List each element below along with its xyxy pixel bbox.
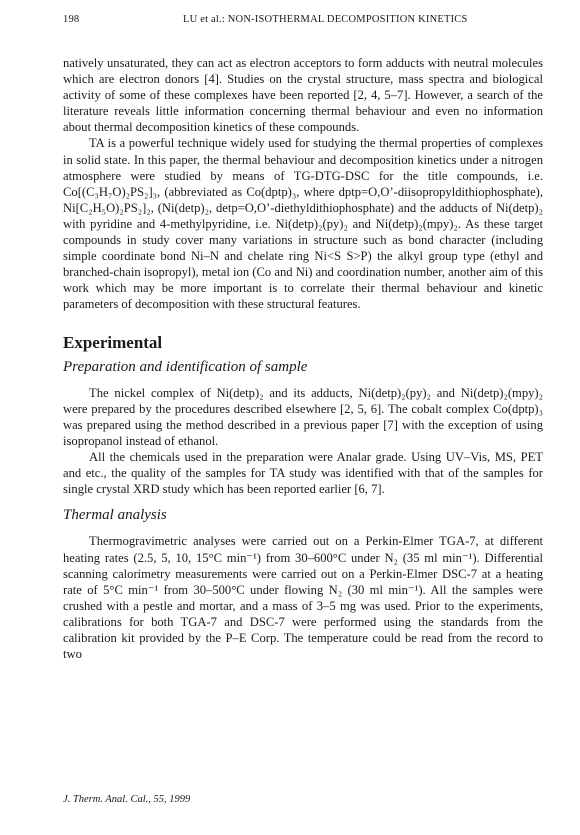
running-title: LU et al.: NON-ISOTHERMAL DECOMPOSITION KINETICS (183, 14, 468, 25)
paragraph-continuation: natively unsaturated, they can act as electron acceptors to form adducts with neutral molecules which are electron donors [4]. Studies on the crystal structure, mass spectra and biological activity of some of these complexes have been reported [2, 4, 5–7]. However, a search of the literature reveals little information concerning thermal behaviour and even no information about thermal decomposition kinetics of these compounds. (63, 56, 543, 135)
paragraph-chemicals: All the chemicals used in the preparation were Analar grade. Using UV–Vis, MS, PET and etc., the quality of the samples for TA study was identified with that of the samples for single crystal XRD study which has been reported earlier [6, 7]. (63, 450, 543, 497)
paragraph-preparation: The nickel complex of Ni(detp)₂ and its adducts, Ni(detp)₂(py)₂ and Ni(detp)₂(mpy)₂ were prepared by the procedures described elsewhere [2, 5, 6]. The cobalt complex Co(dptp)₃ was prepared using the method described in a previous paper [7] with the exception of using isopropanol instead of ethanol. (63, 385, 543, 448)
subsection-heading-thermal-analysis: Thermal analysis (63, 507, 167, 524)
subsection-heading-preparation: Preparation and identification of sample (63, 358, 308, 375)
section-heading-experimental: Experimental (63, 332, 163, 352)
page-number: 198 (63, 14, 80, 25)
paragraph-ta-intro: TA is a powerful technique widely used for studying the thermal properties of complexes in solid state. In this paper, the thermal behaviour and decomposition kinetics under a nitrogen atmosphere were studied by means of TG-DTG-DSC for the title compounds, i.e. Co[(C₃H₇O)₂PS₂]₃, (abbreviated as Co(dptp)₃, where dptp=O,O’-diisopropyldithiophosphate), Ni[C₂H₅O)₂PS₂]₂, (Ni(detp)₂, detp=O,O’-diethyldithiophosphate) and the adducts of Ni(detp)₂ with pyridine and 4-methylpyridine, i.e. Ni(detp)₂(py)₂ and Ni(detp)₂(mpy)₂. As these target compounds in study cover many variations in structure such as bond character (including simple coordinate bond Ni–N and chelate ring Ni<S S>P) the alkyl group type (ethyl and branched-chain isopropyl), metal ion (Co and Ni) and coordination number, another aim of this work which may be more important is to correlate their thermal behaviour and kinetic parameters of decomposition with these structural features. (63, 136, 543, 312)
article-body (63, 55, 543, 662)
journal-footer: J. Therm. Anal. Cal., 55, 1999 (63, 794, 191, 805)
paragraph-thermal-analysis: Thermogravimetric analyses were carried out on a Perkin-Elmer TGA-7, at different heating rates (2.5, 5, 10, 15°C min⁻¹) from 30–600°C under N₂ (35 ml min⁻¹). Differential scanning calorimetry measurements were carried out on a Perkin-Elmer DSC-7 at a heating rate of 5°C min⁻¹ from 30–500°C under flowing N₂ (30 ml min⁻¹). All the samples were crushed with a pestle and mortar, and a mass of 3–5 mg was used. Prior to the experiments, calibrations for both TGA-7 and DSC-7 were performed using the standards from the calibration kit provided by the P–E Corp. The temperature could be read from the record to two (63, 534, 543, 662)
